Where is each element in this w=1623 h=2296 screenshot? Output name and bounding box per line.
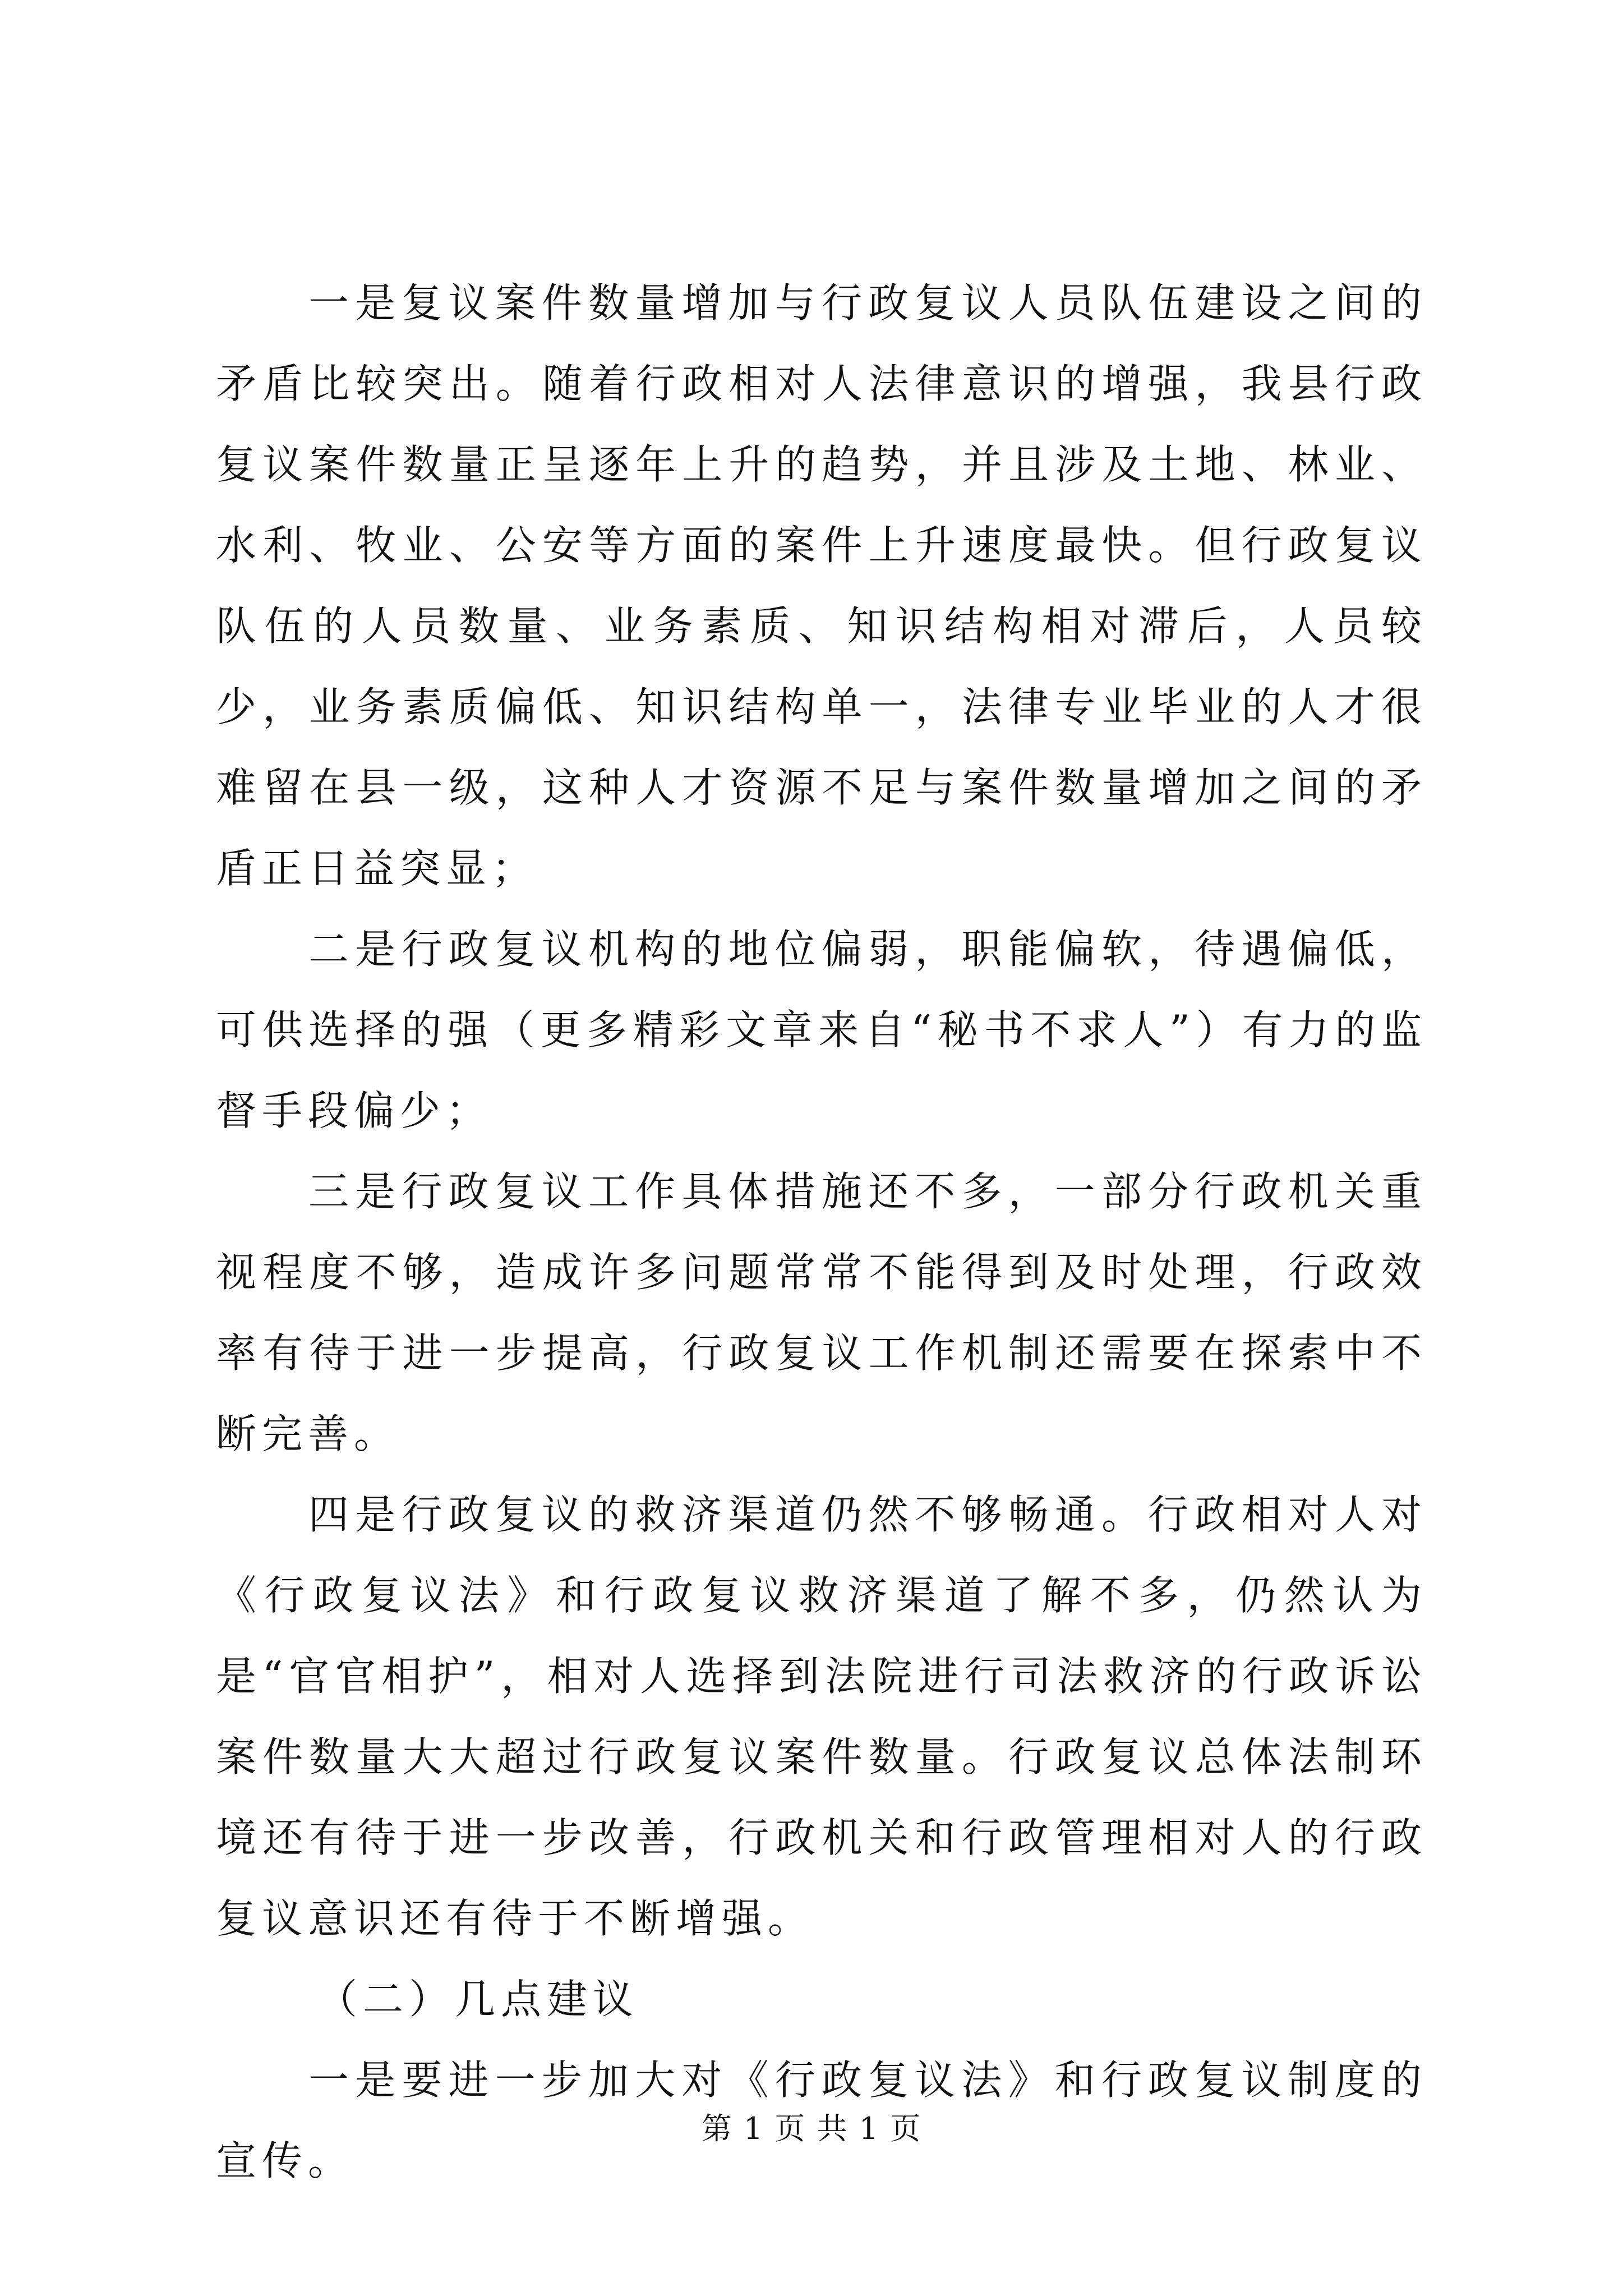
paragraph-problem-three: 三是行政复议工作具体措施还不多，一部分行政机关重视程度不够，造成许多问题常常不能得到及时处理，行政效率有待于进一步提高，行政复议工作机制还需要在探索中不断完善。 bbox=[216, 1168, 1427, 1457]
section-heading-suggestions: （二）几点建议 bbox=[317, 1976, 639, 2023]
paragraph-problem-four: 四是行政复议的救济渠道仍然不够畅通。行政相对人对《行政复议法》和行政复议救济渠道了解不多，仍然认为是“官官相护”，相对人选择到法院进行司法救济的行政诉讼案件数量大大超过行政复议案件数量。行政复议总体法制环境还有待于进一步改善，行政机关和行政管理相对人的行政复议意识还有待于不断增强。 bbox=[216, 1491, 1427, 1942]
document-body bbox=[216, 263, 1427, 2201]
paragraph-suggestion-one: 一是要进一步加大对《行政复议法》和行政复议制度的宣传。 bbox=[216, 2056, 1427, 2184]
paragraph-problem-two: 二是行政复议机构的地位偏弱，职能偏软，待遇偏低，可供选择的强（更多精彩文章来自“秘书不求人”）有力的监督手段偏少； bbox=[216, 926, 1427, 1134]
paragraph-problem-one: 一是复议案件数量增加与行政复议人员队伍建设之间的矛盾比较突出。随着行政相对人法律意识的增强，我县行政复议案件数量正呈逐年上升的趋势，并且涉及土地、林业、水利、牧业、公安等方面的案件上升速度最快。但行政复议队伍的人员数量、业务素质、知识结构相对滞后，人员较少，业务素质偏低、知识结构单一，法律专业毕业的人才很难留在县一级，这种人才资源不足与案件数量增加之间的矛盾正日益突显； bbox=[216, 279, 1427, 892]
page-footer: 第 1 页 共 1 页 bbox=[701, 2111, 922, 2146]
